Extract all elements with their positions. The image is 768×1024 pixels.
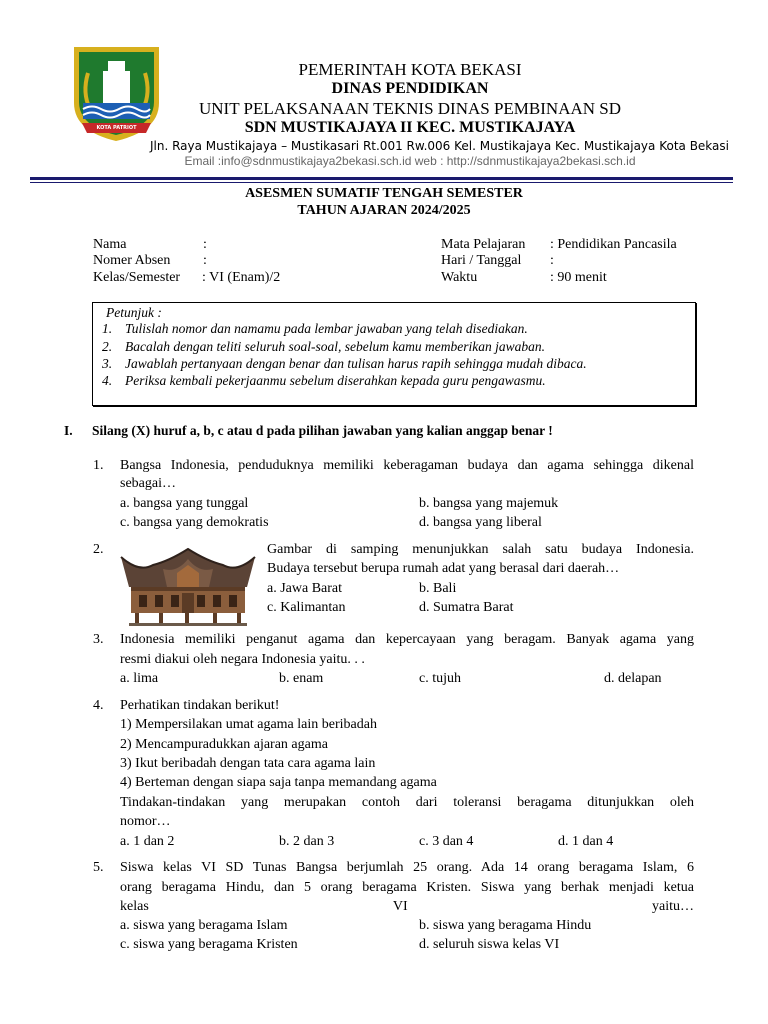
option-b: b. siswa yang beragama Hindu [419, 918, 592, 933]
rumah-gadang-image [119, 543, 257, 627]
question-text: Perhatikan tindakan berikut! [120, 698, 280, 713]
instruction-item: Tulislah nomor dan namamu pada lembar jawaban yang telah disediakan. [125, 321, 528, 336]
option-c: c. Kalimantan [267, 600, 346, 615]
option-d: d. 1 dan 4 [558, 834, 614, 849]
question-number: 5. [93, 860, 104, 875]
question-number: 1. [93, 458, 104, 473]
logo-ribbon-text: KOTA PATRIOT [96, 125, 137, 131]
option-b: b. 2 dan 3 [279, 834, 335, 849]
instruction-item: Jawablah pertanyaan dengan benar dan tulisan harus rapih sehingga mudah dibaca. [125, 356, 587, 371]
option-c: c. siswa yang beragama Kristen [120, 937, 298, 952]
question-text: kelas VI yaitu… [120, 899, 694, 914]
option-b: b. enam [279, 671, 324, 686]
statement-item: 3) Ikut beribadah dengan tata cara agama lain [120, 756, 376, 771]
instruction-number: 3. [102, 356, 113, 371]
option-b: b. Bali [419, 581, 457, 596]
header-divider-thick [30, 177, 733, 180]
exam-year: TAHUN AJARAN 2024/2025 [297, 203, 471, 218]
option-d: d. Sumatra Barat [419, 600, 514, 615]
option-a: a. Jawa Barat [267, 581, 343, 596]
day-date-colon: : [550, 253, 554, 268]
option-a: a. 1 dan 2 [120, 834, 175, 849]
option-d: d. seluruh siswa kelas VI [419, 937, 560, 952]
instruction-number: 4. [102, 373, 113, 388]
option-b: b. bangsa yang majemuk [419, 496, 559, 511]
option-d: d. bangsa yang liberal [419, 515, 542, 530]
option-a: a. lima [120, 671, 159, 686]
question-text: Indonesia memiliki penganut agama dan kepercayaan yang beragam. Banyak agama yang [120, 632, 694, 647]
question-text: resmi diakui oleh negara Indonesia yaitu. . . [120, 652, 365, 667]
class-semester-value: : VI (Enam)/2 [202, 270, 281, 285]
statement-item: 2) Mencampuradukkan ajaran agama [120, 737, 328, 752]
header-agency: DINAS PENDIDIKAN [331, 80, 489, 97]
duration-label: Waktu [441, 270, 478, 285]
instruction-number: 2. [102, 339, 113, 354]
question-number: 3. [93, 632, 104, 647]
option-a: a. siswa yang beragama Islam [120, 918, 288, 933]
question-text: orang beragama Hindu, dan 5 orang beragama Kristen. Siswa yang berhak menjadi ketua [120, 880, 694, 895]
option-c: c. bangsa yang demokratis [120, 515, 269, 530]
header-contact: Email :info@sdnmustikajaya2bekasi.sch.id web : http://sdnmustikajaya2bekasi.sch.id [184, 154, 636, 168]
question-text: Budaya tersebut berupa rumah adat yang berasal dari daerah… [267, 561, 620, 576]
absence-number-label: Nomer Absen [93, 253, 171, 268]
option-d: d. delapan [604, 671, 662, 686]
duration-value: : 90 menit [550, 270, 607, 285]
statement-item: 1) Mempersilakan umat agama lain beribadah [120, 717, 377, 732]
exam-title: ASESMEN SUMATIF TENGAH SEMESTER [245, 186, 523, 201]
instruction-number: 1. [102, 321, 113, 336]
instruction-item: Periksa kembali pekerjaanmu sebelum diserahkan kepada guru pengawasmu. [125, 373, 546, 388]
option-c: c. tujuh [419, 671, 461, 686]
question-text: Gambar di samping menunjukkan salah satu budaya Indonesia. [267, 542, 694, 557]
question-text: nomor… [120, 814, 171, 829]
section-instruction: Silang (X) huruf a, b, c atau d pada pilihan jawaban yang kalian anggap benar ! [92, 423, 553, 438]
question-text: Tindakan-tindakan yang merupakan contoh dari toleransi beragama ditunjukkan oleh [120, 795, 694, 810]
header-divider-thin [30, 182, 733, 183]
question-text: Siswa kelas VI SD Tunas Bangsa berjumlah 25 orang. Ada 14 orang beragama Islam, 6 [120, 860, 694, 875]
option-c: c. 3 dan 4 [419, 834, 474, 849]
name-colon: : [203, 237, 207, 252]
statement-item: 4) Berteman dengan siapa saja tanpa memandang agama [120, 775, 437, 790]
subject-value: : Pendidikan Pancasila [550, 237, 677, 252]
header-address: Jln. Raya Mustikajaya – Mustikasari Rt.001 Rw.006 Kel. Mustikajaya Kec. Mustikajaya Kota Bekasi [150, 139, 729, 153]
question-number: 4. [93, 698, 104, 713]
instruction-item: Bacalah dengan teliti seluruh soal-soal, sebelum kamu memberikan jawaban. [125, 339, 545, 354]
absence-number-colon: : [203, 253, 207, 268]
question-text: sebagai… [120, 476, 176, 491]
header-school-name: SDN MUSTIKAJAYA II KEC. MUSTIKAJAYA [244, 119, 576, 136]
header-government: PEMERINTAH KOTA BEKASI [298, 60, 522, 79]
instructions-title: Petunjuk : [106, 305, 162, 320]
subject-label: Mata Pelajaran [441, 237, 526, 252]
header-unit: UNIT PELAKSANAAN TEKNIS DINAS PEMBINAAN SD [198, 99, 622, 118]
question-number: 2. [93, 542, 104, 557]
question-text: Bangsa Indonesia, penduduknya memiliki keberagaman budaya dan agama sehingga dikenal [120, 458, 694, 473]
name-label: Nama [93, 237, 127, 252]
day-date-label: Hari / Tanggal [441, 253, 522, 268]
section-number: I. [64, 423, 73, 438]
class-semester-label: Kelas/Semester [93, 270, 181, 285]
option-a: a. bangsa yang tunggal [120, 496, 249, 511]
